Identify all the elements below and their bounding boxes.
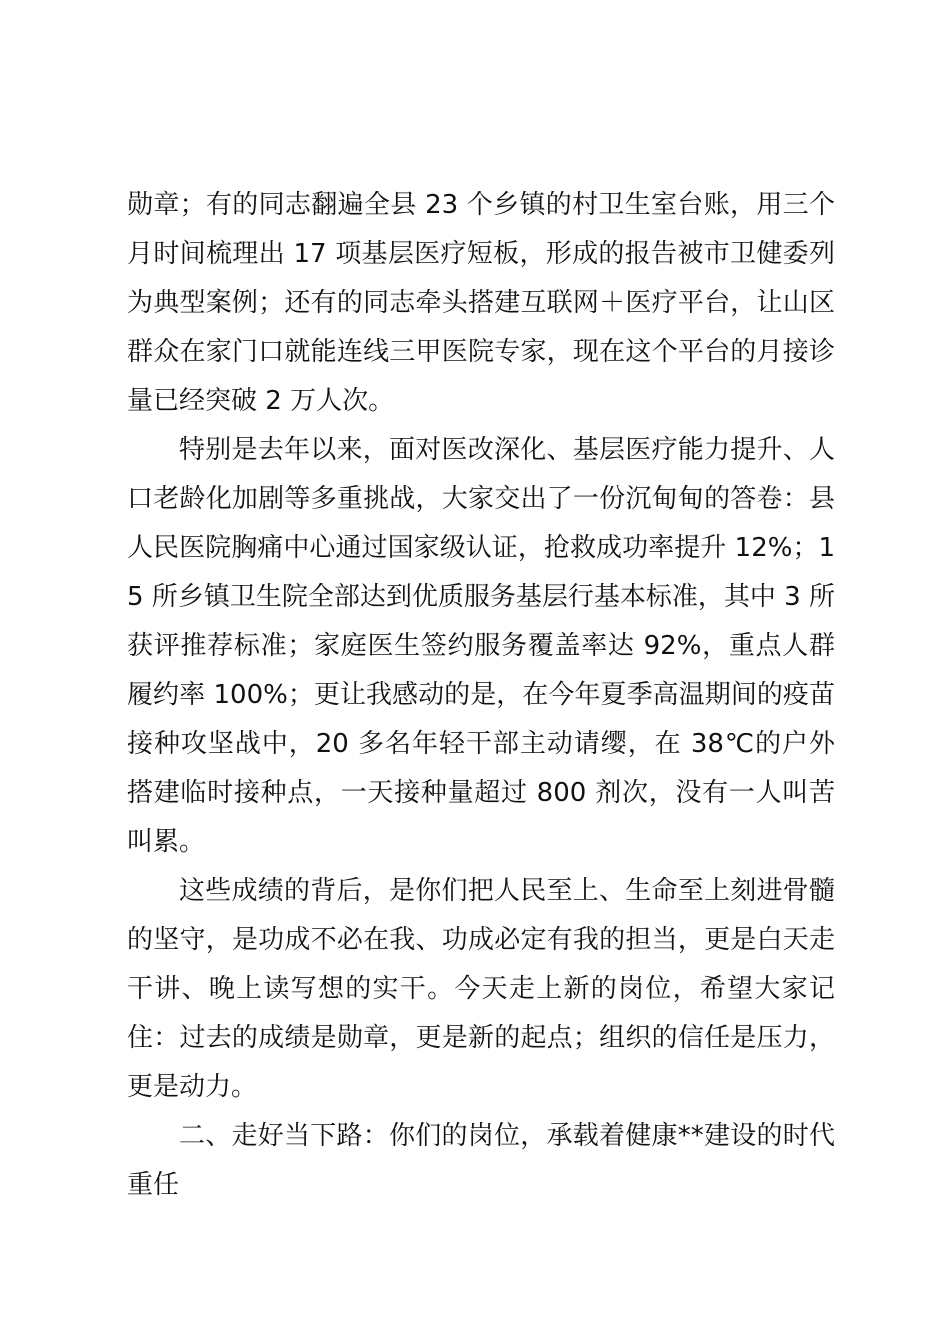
document-page (127, 181, 835, 1210)
section-heading: 二、走好当下路：你们的岗位，承载着健康**建设的时代重任 (127, 1121, 835, 1200)
paragraph-reflection: 这些成绩的背后，是你们把人民至上、生命至上刻进骨髓的坚守，是功成不必在我、功成必定有我的担当，更是白天走干讲、晚上读写想的实干。今天走上新的岗位，希望大家记住：过去的成绩是勋章，更是新的起点；组织的信任是压力，更是动力。 (127, 876, 835, 1102)
paragraph-continuation: 勋章；有的同志翻遍全县 23 个乡镇的村卫生室台账，用三个月时间梳理出 17 项基层医疗短板，形成的报告被市卫健委列为典型案例；还有的同志牵头搭建互联网＋医疗平台，让山区群众在家门口就能连线三甲医院专家，现在这个平台的月接诊量已经突破 2 万人次。 (127, 190, 835, 416)
paragraph-achievements: 特别是去年以来，面对医改深化、基层医疗能力提升、人口老龄化加剧等多重挑战，大家交出了一份沉甸甸的答卷：县人民医院胸痛中心通过国家级认证，抢救成功率提升 12%；15 所乡镇卫生院全部达到优质服务基层行基本标准，其中 3 所获评推荐标准；家庭医生签约服务覆盖率达 92%，重点人群履约率 100%；更让我感动的是，在今年夏季高温期间的疫苗接种攻坚战中，20 多名年轻干部主动请缨，在 38℃的户外搭建临时接种点，一天接种量超过 800 剂次，没有一人叫苦叫累。 (127, 435, 835, 857)
